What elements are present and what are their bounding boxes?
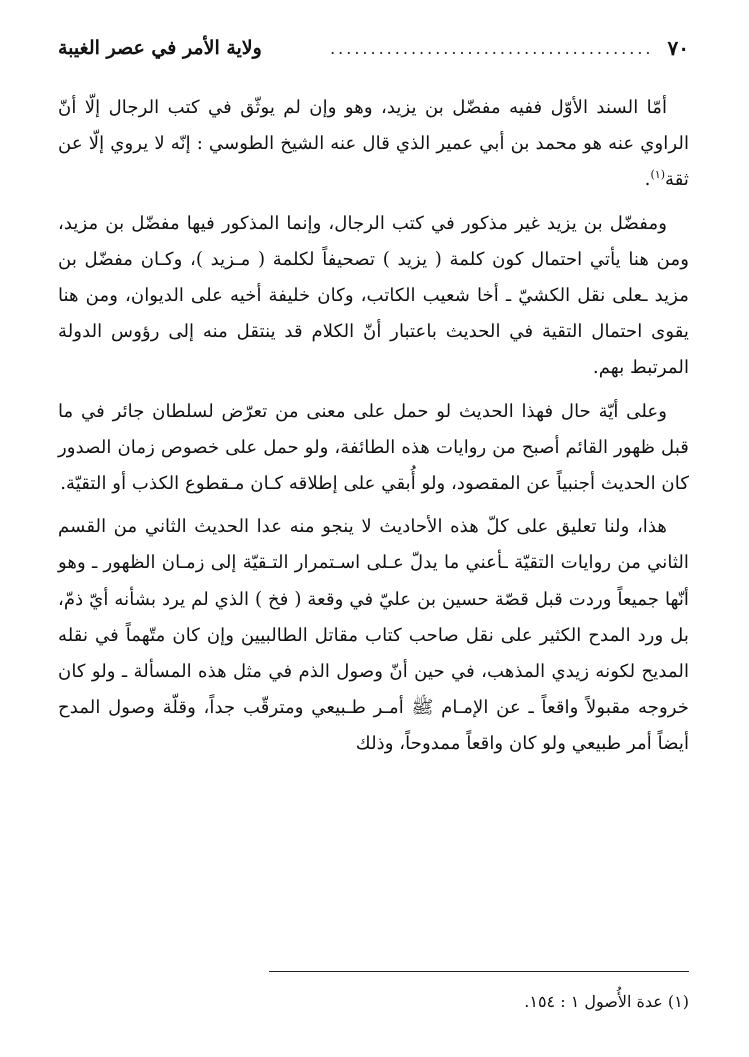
paragraph-4: هذا، ولنا تعليق على كلّ هذه الأحاديث لا ينجو منه عدا الحديث الثاني من القسم الثاني من روايات التقيّة ـأعني ما يدلّ عـلى اسـتمرار التـقيّة إلى زمـان الظهور ـ وهو أنّها جميعاً وردت قبل قصّة حسين بن عليّ في وقعة ( فخ ) الذي لم يرد بشأنه أيّ ذمّ، بل ورد المدح الكثير على نقل صاحب كتاب مقاتل الطالبيين وإن كان متّهماً في نقله المديح لكونه زيدي المذهب، في حين أنّ وصول الذم في مثل هذه المسألة ـ ولو كان خروجه مقبولاً واقعاً ـ عن الإمـام ﷺ أمـر طـبيعي ومترقّب جداً، وقلّة وصول المدح أيضاً أمر طبيعي ولو كان واقعاً ممدوحاً، وذلك	[58, 516, 689, 755]
footnote-separator	[269, 971, 689, 972]
paragraph-1: أمّا السند الأوّل ففيه مفضّل بن يزيد، وهو وإن لم يوثّق في كتب الرجال إلّا أنّ الراوي عنه هو محمد بن أبي عمير الذي قال عنه الشيخ الطوسي : إنّه لا يروي إلّا عن ثقة$^{(١)}$.	[58, 97, 689, 191]
header-leader-dots: ........................................	[330, 38, 654, 58]
paragraph-2: ومفضّل بن يزيد غير مذكور في كتب الرجال، وإنما المذكور فيها مفضّل بن مزيد، ومن هنا يأتي احتمال كون كلمة ( يزيد ) تصحيفاً لكلمة ( مـزيد )، وكـان مفضّل بن مزيد ـعلى نقل الكشيّ ـ أخا شعيب الكاتب، وكان خليفة أخيه على الديوان، ومن هنا يقوى احتمال التقية في الحديث باعتبار أنّ الكلام قد ينتقل منه إلى رؤوس الدولة المرتبط بهم.	[58, 212, 689, 379]
page-number: ٧٠	[667, 36, 689, 60]
running-title: ولاية الأمر في عصر الغيبة	[58, 37, 262, 59]
footnote-ref: (١)	[650, 168, 665, 182]
paragraph-3: وعلى أيّة حال فهذا الحديث لو حمل على معنى من تعرّض لسلطان جائر في ما قبل ظهور القائم أصبح من روايات هذه الطائفة، ولو حمل على خصوص زمان الصدور كان الحديث أجنبياً عن المقصود، ولو أُبقي على إطلاقه كـان مـقطوع الكذب أو التقيّة.	[58, 400, 689, 495]
footnote: (١) عدة الأُصول ١ : ١٥٤.	[524, 992, 689, 1011]
body-text	[58, 90, 689, 770]
page-header	[58, 28, 689, 68]
